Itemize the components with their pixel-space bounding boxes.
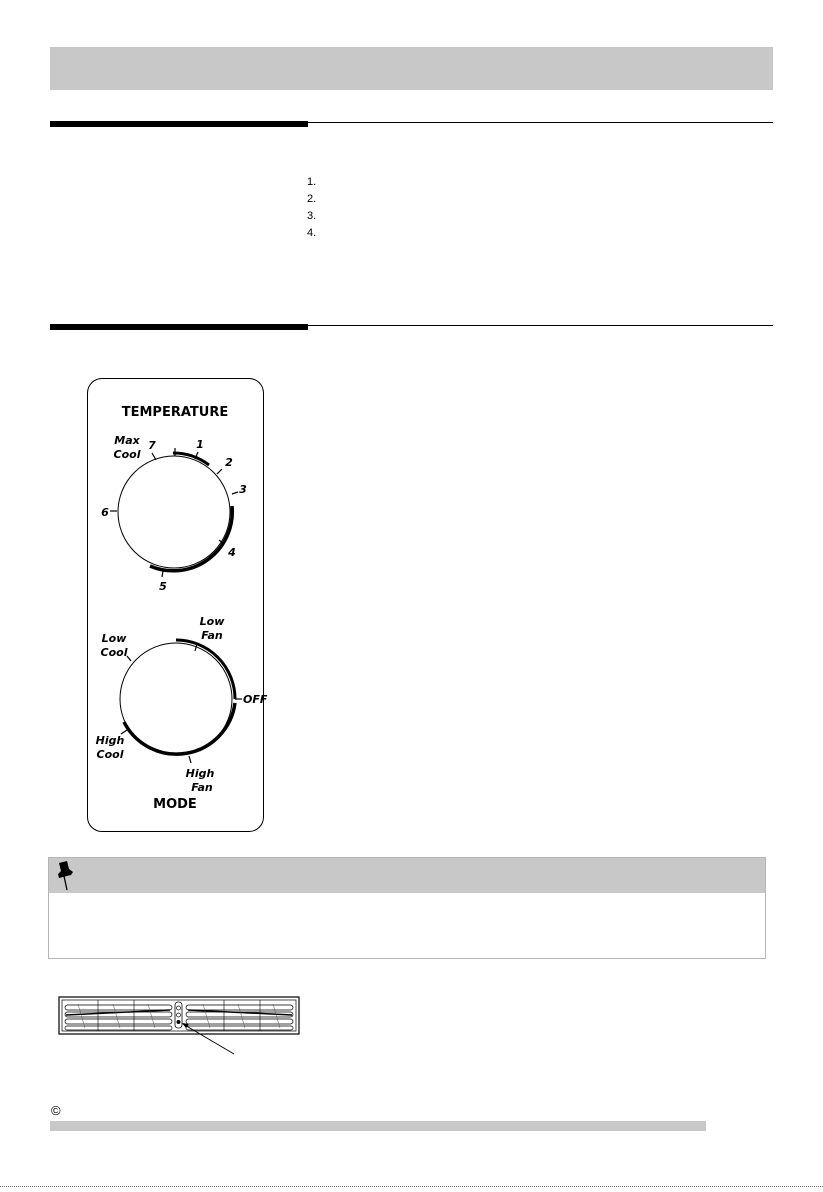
section-rule-thick-1 <box>50 121 308 127</box>
temperature-label: 4 <box>228 546 236 559</box>
page-edge-dotted-line <box>0 1186 823 1187</box>
mode-dial-title: MODE <box>153 797 197 812</box>
temperature-label: 1 <box>196 438 204 451</box>
note-header-bar <box>49 858 765 893</box>
temperature-label: 2 <box>225 456 233 469</box>
mode-label: OFF <box>243 693 268 706</box>
mode-label: Fan <box>191 781 213 794</box>
air-filter-illustration <box>58 996 300 1060</box>
copyright-symbol: © <box>51 1103 61 1118</box>
section-rule-thick-2 <box>50 324 308 330</box>
temperature-dial-title: TEMPERATURE <box>121 405 229 420</box>
pushpin-icon <box>54 860 78 892</box>
mode-arc-lower <box>124 703 235 754</box>
temperature-label: 3 <box>239 483 247 496</box>
mode-label: High <box>185 767 215 780</box>
temperature-label: Cool <box>113 448 141 461</box>
step-number: 1. <box>307 176 317 188</box>
mode-label: Cool <box>96 748 124 761</box>
header-bar <box>50 47 773 90</box>
temperature-label: 6 <box>101 506 109 519</box>
mode-tick-marks <box>121 644 242 763</box>
step-number: 2. <box>307 193 317 205</box>
step-number: 4. <box>307 227 317 239</box>
mode-arc-upper <box>176 640 235 699</box>
section-rule-thin-1 <box>308 122 773 123</box>
temperature-label: 5 <box>159 580 167 593</box>
temperature-label: Max <box>114 434 140 447</box>
temperature-arc <box>150 506 232 571</box>
temperature-dial-inner-ring <box>118 456 230 568</box>
section-rule-thin-2 <box>308 325 773 326</box>
control-panel-illustration <box>87 378 277 838</box>
mode-labels <box>96 615 268 794</box>
mode-label: Cool <box>100 646 128 659</box>
footer-bar <box>50 1121 706 1131</box>
mode-label: Low <box>199 615 225 628</box>
mode-label: Low <box>101 632 127 645</box>
temperature-label: 7 <box>148 439 156 452</box>
mode-label: Fan <box>201 629 223 642</box>
temperature-tick-marks <box>110 448 238 577</box>
step-number: 3. <box>307 210 317 222</box>
step-list <box>307 174 316 242</box>
mode-label: High <box>95 734 125 747</box>
